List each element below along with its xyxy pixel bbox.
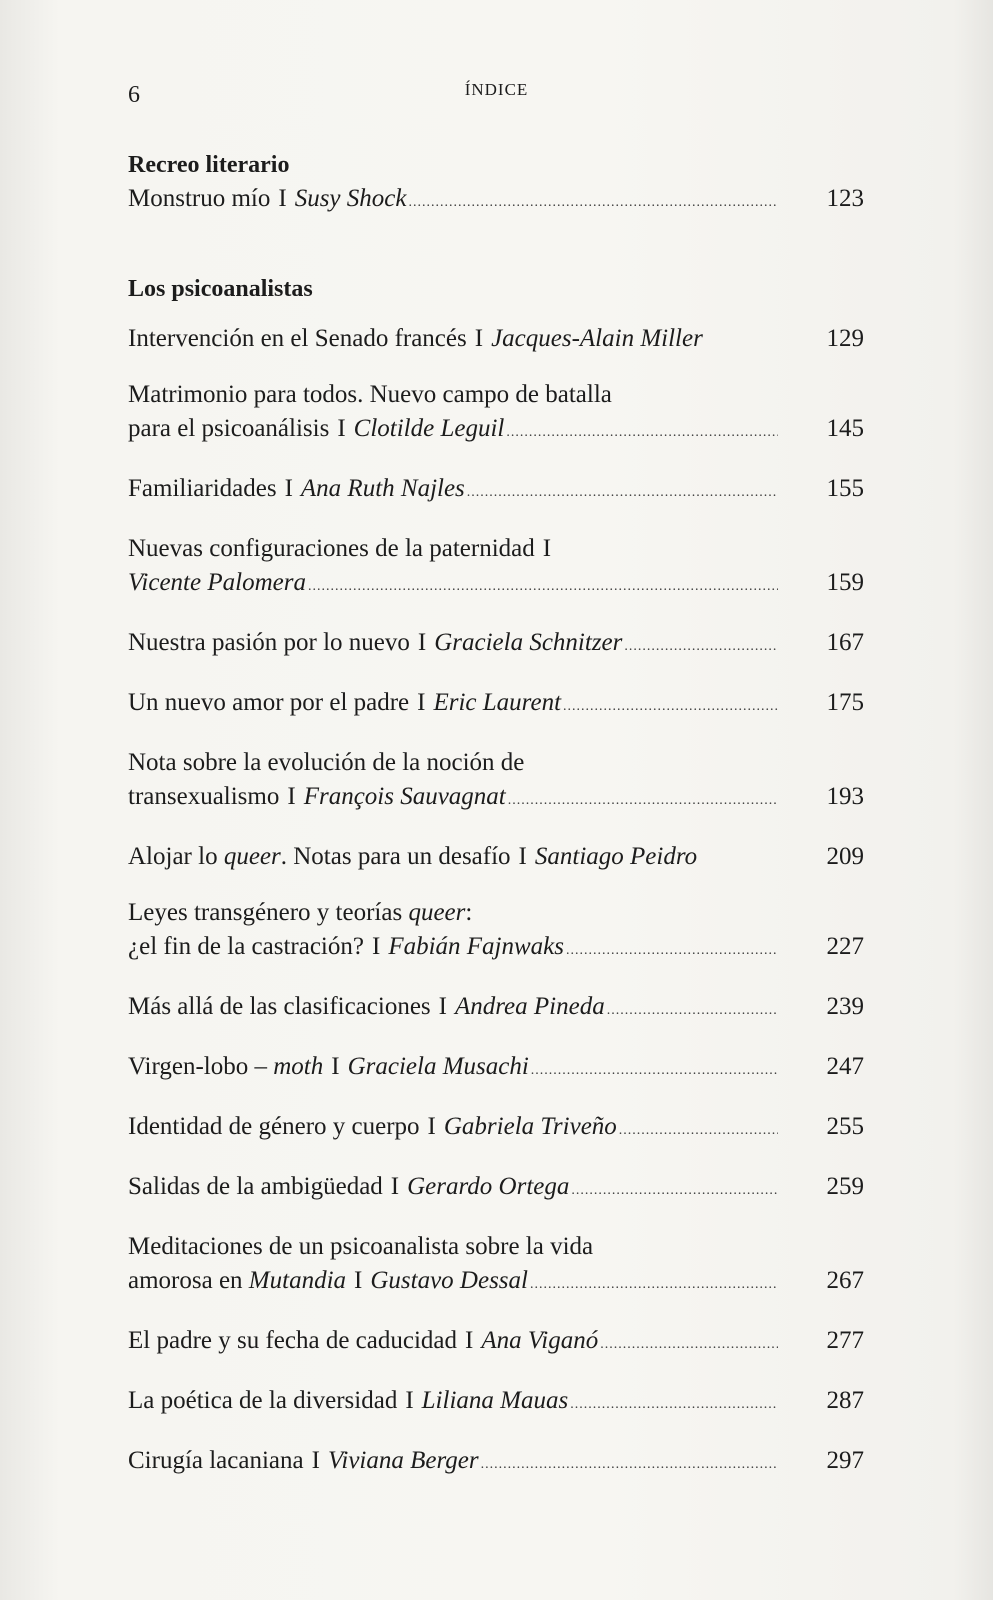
dot-leader — [467, 476, 778, 510]
entry-page: 155 — [826, 475, 864, 502]
entry-author: Fabián Fajnwaks — [388, 933, 564, 960]
entry-author: Gabriela Triveño — [443, 1113, 617, 1140]
page-number: 6 — [128, 82, 140, 108]
entry-page: 167 — [826, 629, 864, 656]
entry-author: Jacques-Alain Miller — [491, 325, 703, 352]
entry-author: Gerardo Ortega — [407, 1173, 570, 1200]
toc-entry — [128, 532, 864, 604]
entry-title-part: Virgen-lobo – — [128, 1053, 267, 1080]
separator: I — [287, 783, 296, 810]
entry-title: Más allá de las clasificaciones — [128, 993, 431, 1020]
entry-title: Intervención en el Senado francés — [128, 325, 467, 352]
dot-leader — [566, 934, 778, 968]
toc-entry — [128, 746, 864, 818]
entry-page: 227 — [826, 933, 864, 960]
separator: I — [284, 475, 293, 502]
dot-leader — [508, 784, 778, 818]
entry-page: 259 — [826, 1173, 864, 1200]
dot-leader — [531, 1054, 778, 1088]
entry-author: Ana Viganó — [481, 1327, 599, 1354]
toc-entry — [128, 378, 864, 450]
toc-entry — [128, 1230, 864, 1302]
entry-author: Susy Shock — [294, 185, 407, 212]
entry-title-italic: queer — [223, 843, 281, 870]
dot-leader — [563, 690, 778, 724]
separator: I — [337, 415, 346, 442]
entry-author: Graciela Musachi — [347, 1053, 529, 1080]
entry-page: 175 — [826, 689, 864, 716]
separator: I — [417, 629, 427, 656]
separator: I — [465, 1327, 474, 1354]
entry-title: El padre y su fecha de caducidad — [128, 1327, 458, 1354]
dot-leader — [308, 570, 778, 604]
separator: I — [417, 689, 426, 716]
toc-entry — [128, 896, 864, 968]
toc-entry — [128, 686, 864, 724]
separator: I — [518, 843, 527, 870]
toc-entry — [128, 1170, 864, 1208]
dot-leader — [624, 630, 778, 664]
section-title: Recreo literario — [128, 152, 290, 178]
entry-page: 277 — [826, 1327, 864, 1354]
toc-entry — [128, 1050, 864, 1088]
entry-author: Vicente Palomera — [128, 569, 306, 596]
dot-leader — [506, 416, 778, 450]
entry-page: 193 — [826, 783, 864, 810]
entry-title-part: Alojar lo — [128, 843, 218, 870]
dot-leader — [570, 1388, 778, 1422]
toc-entry — [128, 1324, 864, 1362]
entry-author: Eric Laurent — [433, 689, 562, 716]
entry-page: 287 — [826, 1387, 864, 1414]
entry-page: 247 — [826, 1053, 864, 1080]
toc-entry — [128, 840, 864, 874]
entry-title-part: . Notas para un desafío — [280, 843, 511, 870]
toc-entry — [128, 322, 864, 356]
entry-page: 255 — [826, 1113, 864, 1140]
separator: I — [354, 1267, 363, 1294]
entry-author: Graciela Schnitzer — [434, 629, 623, 656]
dot-leader — [481, 1448, 778, 1482]
entry-page: 145 — [826, 415, 864, 442]
entry-title-line1: Matrimonio para todos. Nuevo campo de batalla — [128, 381, 612, 408]
toc-entry — [128, 990, 864, 1028]
entry-author: Viviana Berger — [327, 1447, 479, 1474]
table-of-contents — [128, 148, 864, 1504]
toc-entry — [128, 1110, 864, 1148]
dot-leader — [530, 1268, 778, 1302]
entry-author: Santiago Peidro — [534, 843, 698, 870]
separator: I — [390, 1173, 400, 1200]
dot-leader — [571, 1174, 778, 1208]
dot-leader — [607, 994, 778, 1028]
dot-leader — [619, 1114, 778, 1148]
separator: I — [331, 1053, 340, 1080]
entry-title-italic: Mutandia — [248, 1267, 347, 1294]
entry-title: Nuestra pasión por lo nuevo — [128, 629, 410, 656]
separator: I — [371, 933, 381, 960]
dot-leader — [408, 186, 778, 220]
entry-page: 297 — [826, 1447, 864, 1474]
entry-author: Andrea Pineda — [454, 993, 605, 1020]
section-title: Los psicoanalistas — [128, 276, 313, 302]
entry-title: para el psicoanálisis — [128, 415, 330, 442]
separator: I — [438, 993, 447, 1020]
entry-title: Familiaridades — [128, 475, 277, 502]
toc-entry — [128, 1384, 864, 1422]
entry-title-part: : — [465, 899, 473, 926]
entry-title-italic: moth — [273, 1053, 324, 1080]
entry-author: Gustavo Dessal — [370, 1267, 528, 1294]
running-title: ÍNDICE — [464, 80, 529, 99]
entry-title-italic: queer — [408, 899, 466, 926]
entry-title: La poética de la diversidad — [128, 1387, 398, 1414]
separator: I — [278, 185, 287, 212]
entry-author: Clotilde Leguil — [353, 415, 505, 442]
entry-title-line1: Nuevas configuraciones de la paternidad — [128, 535, 535, 562]
entry-title-line1: Meditaciones de un psicoanalista sobre la vida — [128, 1233, 594, 1260]
entry-title: transexualismo — [128, 783, 280, 810]
toc-entry — [128, 472, 864, 510]
entry-title-part: Leyes transgénero y teorías — [128, 899, 403, 926]
toc-entry — [128, 1444, 864, 1482]
entry-page: 209 — [826, 843, 864, 870]
entry-page: 239 — [826, 993, 864, 1020]
separator: I — [405, 1387, 414, 1414]
entry-page: 267 — [826, 1267, 864, 1294]
entry-title: Cirugía lacaniana — [128, 1447, 304, 1474]
entry-page: 123 — [826, 185, 864, 212]
separator: I — [311, 1447, 320, 1474]
entry-author: Liliana Mauas — [421, 1387, 569, 1414]
separator: I — [474, 325, 484, 352]
entry-title: Identidad de género y cuerpo — [128, 1113, 420, 1140]
entry-author: François Sauvagnat — [303, 783, 506, 810]
toc-entry — [128, 182, 864, 220]
entry-title: Salidas de la ambigüedad — [128, 1173, 383, 1200]
entry-title-line1: Nota sobre la evolución de la noción de — [128, 749, 525, 776]
separator: I — [427, 1113, 436, 1140]
entry-title: ¿el fin de la castración? — [128, 933, 364, 960]
entry-page: 129 — [826, 325, 864, 352]
entry-page: 159 — [826, 569, 864, 596]
dot-leader — [600, 1328, 778, 1362]
entry-author: Ana Ruth Najles — [300, 475, 465, 502]
toc-entry — [128, 626, 864, 664]
entry-title: Monstruo mío — [128, 185, 271, 212]
entry-title: Un nuevo amor por el padre — [128, 689, 410, 716]
entry-title-part: amorosa en — [128, 1267, 243, 1294]
separator: I — [542, 535, 552, 562]
